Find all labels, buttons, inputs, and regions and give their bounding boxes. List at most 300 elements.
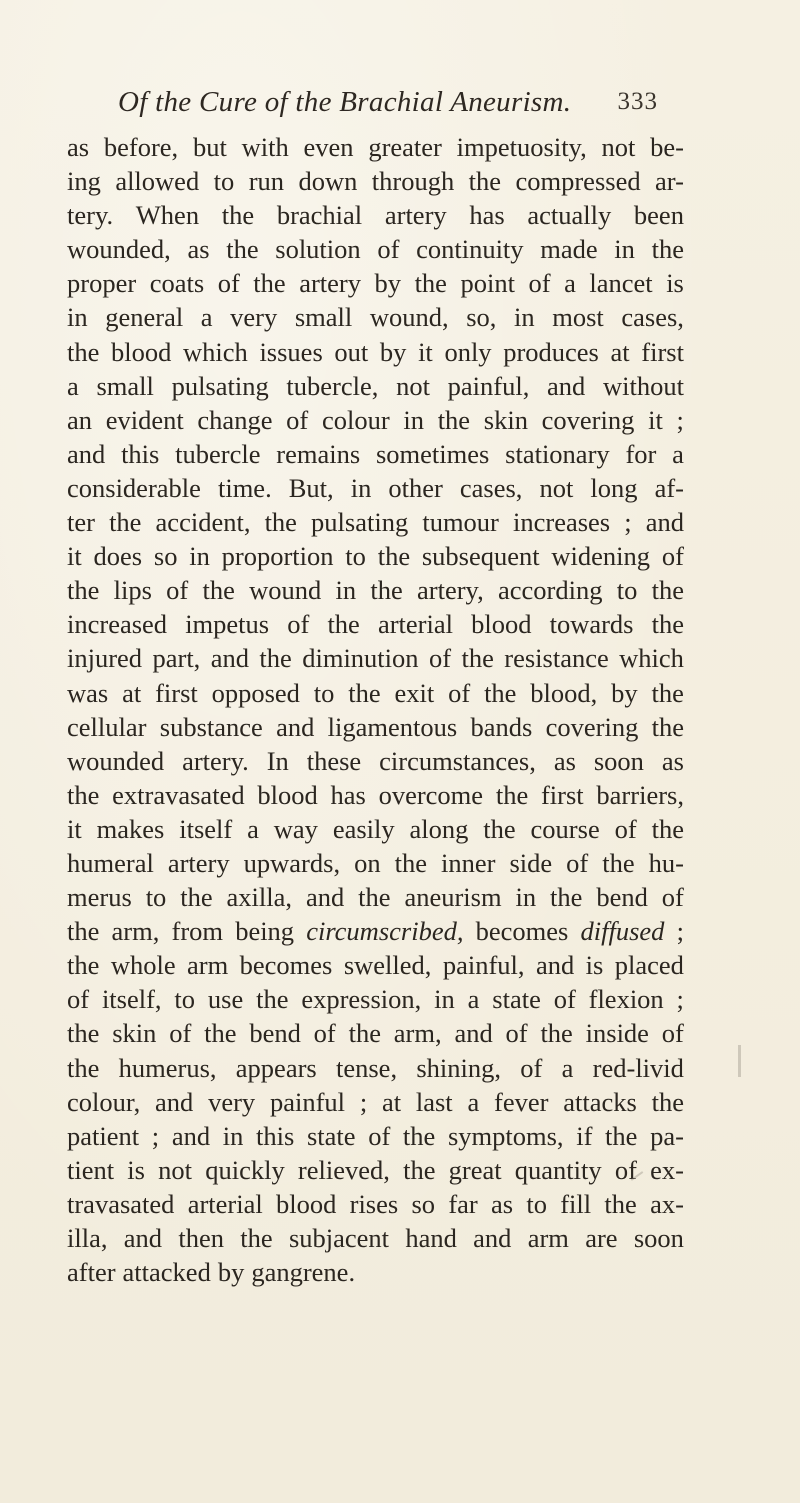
word: injured (67, 643, 143, 674)
word: according (497, 575, 603, 606)
word: covering (541, 404, 635, 435)
text-line (67, 982, 684, 1016)
word: and (454, 1018, 493, 1049)
word: and (276, 711, 315, 742)
word: run (248, 166, 285, 197)
word: blood (257, 779, 318, 810)
word: the (358, 882, 391, 913)
text-line (67, 471, 684, 505)
word: in (67, 302, 88, 333)
word: the (109, 507, 142, 538)
word: for (625, 438, 657, 469)
word: covering (545, 711, 639, 742)
word: attacks (563, 1086, 637, 1117)
word: wound, (369, 302, 449, 333)
word: and (645, 507, 684, 538)
word: the (264, 507, 297, 538)
word: bend (596, 882, 648, 913)
word: impetuosity, (456, 132, 587, 162)
word: axilla, (226, 882, 293, 913)
word: but (192, 132, 227, 162)
word: be- (650, 132, 684, 162)
word: a (672, 438, 684, 469)
word: by (217, 1257, 245, 1288)
word: arm (187, 950, 229, 981)
word: last (415, 1086, 453, 1117)
word: on (354, 847, 381, 878)
word: the (394, 847, 427, 878)
word: compressed (515, 166, 641, 197)
word: makes (96, 813, 165, 844)
word: inside (585, 1018, 649, 1049)
word: artery. (182, 745, 249, 776)
text-line (67, 1221, 684, 1255)
text-line (67, 812, 684, 846)
word: very (208, 1086, 256, 1117)
word: bands (470, 711, 533, 742)
word: time. (217, 472, 272, 503)
word: the (67, 916, 100, 947)
word: part, (152, 643, 201, 674)
word: quantity (514, 1154, 602, 1185)
word: When (135, 200, 200, 231)
word: pulsating (171, 370, 269, 401)
word: ax- (650, 1188, 684, 1219)
text-line (67, 1051, 684, 1085)
text-line (67, 437, 684, 471)
word: not (158, 1154, 193, 1185)
text-line (67, 948, 684, 982)
word: barriers, (596, 779, 684, 810)
word: the (461, 643, 494, 674)
word: this (121, 438, 160, 469)
word: opposed (211, 677, 300, 708)
word: wound (249, 575, 322, 606)
word: blood, (530, 677, 598, 708)
text-line (67, 710, 684, 744)
word: ; (676, 404, 684, 435)
word: aneurism (404, 882, 502, 913)
word: from (171, 916, 224, 947)
word: symptoms, (447, 1120, 564, 1151)
word: produces (503, 336, 599, 367)
word: which (183, 336, 248, 367)
word: painful, (447, 370, 530, 401)
word: the (437, 404, 471, 435)
word: wounded (67, 745, 165, 776)
word: the (483, 813, 516, 844)
word: it (648, 404, 663, 435)
word: way (273, 813, 318, 844)
text-line (67, 266, 684, 300)
word: the (651, 711, 684, 742)
word: the (67, 779, 100, 810)
word: the (221, 200, 255, 231)
word: arm, (111, 916, 160, 947)
word: does (93, 541, 143, 572)
word: painful (269, 1086, 346, 1117)
word: flexion (588, 984, 664, 1015)
word: the (348, 1018, 381, 1049)
word: the (327, 609, 360, 640)
word: whole (110, 950, 176, 981)
word: it (67, 813, 82, 844)
word: ligamentous (327, 711, 458, 742)
text-line (67, 676, 684, 710)
word: of (166, 575, 189, 606)
word: pulsating (311, 507, 409, 538)
word: far (448, 1188, 478, 1219)
word: at (122, 677, 142, 708)
word: blood (111, 336, 172, 367)
word: with (241, 132, 289, 162)
word: the (403, 1154, 436, 1185)
text-line (67, 573, 684, 607)
word: the (67, 575, 100, 606)
word: in (403, 404, 424, 435)
word: circumstances, (379, 745, 536, 776)
word: in (189, 541, 210, 572)
word: if (576, 1120, 593, 1151)
word: and (210, 643, 249, 674)
text-line (67, 164, 684, 198)
word: at (381, 1086, 402, 1117)
word: as (553, 745, 576, 776)
word: and (171, 1120, 211, 1151)
word: made (540, 234, 598, 265)
word: becomes (239, 950, 333, 981)
word: a (561, 1052, 574, 1083)
word: in (515, 882, 537, 913)
word: side (509, 847, 553, 878)
word: evident (105, 404, 184, 435)
word: was (67, 677, 109, 708)
word: is (666, 268, 684, 299)
text-line (67, 505, 684, 539)
text-line (67, 607, 684, 641)
word: out (334, 336, 369, 367)
word: the (550, 882, 583, 913)
word: the (202, 575, 235, 606)
word: issues (259, 336, 323, 367)
word: subjacent (288, 1223, 390, 1253)
word: the (259, 643, 292, 674)
word: are (585, 1223, 618, 1253)
word: of (368, 1120, 391, 1151)
text-line (67, 369, 684, 403)
word: not (396, 370, 430, 401)
word: patient (67, 1120, 140, 1151)
word: ; (151, 1120, 160, 1151)
word: which (619, 643, 684, 674)
word: But, (288, 472, 334, 503)
word: then (178, 1223, 224, 1253)
word: the (605, 1120, 638, 1151)
word: quickly (205, 1154, 285, 1185)
word: of (286, 404, 309, 435)
word: a (467, 984, 480, 1015)
word: painful, (442, 950, 525, 981)
word: has (330, 779, 366, 810)
word: cellular (67, 711, 147, 742)
word: and (547, 370, 586, 401)
word: of (661, 882, 684, 913)
word: sometimes (375, 438, 490, 469)
word: the (414, 268, 447, 299)
word: arm (527, 1223, 569, 1253)
paper-mark (738, 1045, 741, 1077)
word: wounded, (67, 234, 171, 265)
word: overcome (378, 779, 484, 810)
word: state (306, 1120, 356, 1151)
word: brachial (276, 200, 363, 231)
word: colour, (67, 1086, 141, 1117)
word: circumscribed, (306, 916, 464, 947)
word: rises (349, 1188, 399, 1219)
word: has (469, 200, 505, 231)
word: as (187, 234, 210, 265)
word: red-livid (592, 1052, 684, 1083)
word: the (540, 1018, 573, 1049)
word: travasated (67, 1188, 175, 1219)
word: the (402, 1120, 436, 1151)
text-line (67, 1016, 684, 1050)
word: the (67, 1018, 100, 1049)
word: course (530, 813, 600, 844)
word: lancet (589, 268, 653, 299)
word: appears (235, 1052, 317, 1083)
word: a (467, 1086, 480, 1117)
word: the (495, 779, 529, 810)
word: the (348, 677, 381, 708)
page-number: 333 (617, 88, 658, 115)
word: in (514, 302, 535, 333)
word: arterial (377, 609, 453, 640)
word: tery. (67, 200, 114, 231)
word: other (388, 472, 443, 503)
word: of (217, 268, 240, 299)
word: a (200, 302, 213, 333)
word: the (67, 950, 100, 981)
word: merus (67, 882, 132, 913)
word: even (303, 132, 354, 162)
text-line (67, 914, 684, 948)
word: in (614, 234, 635, 265)
word: stationary (505, 438, 610, 469)
word: small (294, 302, 353, 333)
text-line (67, 880, 684, 914)
word: small (96, 370, 154, 401)
word: so (153, 541, 178, 572)
word: diffused (580, 916, 665, 947)
body-text (67, 130, 684, 1289)
word: point (460, 268, 515, 299)
word: tient (67, 1154, 115, 1185)
word: first (641, 336, 684, 367)
word: the (240, 1223, 273, 1253)
word: attacked (122, 1257, 211, 1288)
word: itself, (101, 984, 162, 1015)
word: the (604, 1188, 637, 1219)
word: the (377, 541, 411, 572)
word: without (602, 370, 684, 401)
word: and (123, 1223, 163, 1253)
word: of (377, 234, 400, 265)
word: of (67, 984, 90, 1015)
word: of (661, 541, 684, 572)
word: greater (368, 132, 442, 162)
word: the (468, 166, 502, 197)
word: change (197, 404, 273, 435)
text-line (67, 846, 684, 880)
word: after (67, 1257, 116, 1288)
word: humerus, (118, 1052, 217, 1083)
word: of (169, 1018, 192, 1049)
word: skin (483, 404, 528, 435)
word: upwards, (243, 847, 341, 878)
word: inner (441, 847, 496, 878)
text-line (67, 539, 684, 573)
word: and (473, 1223, 512, 1253)
word: gangrene. (251, 1257, 356, 1288)
word: of (428, 643, 452, 674)
text-line (67, 1119, 684, 1153)
word: the (651, 677, 684, 708)
word: the (226, 234, 259, 265)
word: to (313, 677, 335, 708)
word: solution (275, 234, 361, 265)
word: it (67, 541, 82, 572)
word: soon (633, 1223, 684, 1253)
word: this (256, 1120, 295, 1151)
text-line (67, 744, 684, 778)
word: cases, (459, 472, 523, 503)
word: humeral (67, 847, 154, 878)
word: a (564, 268, 576, 299)
word: of (520, 1052, 543, 1083)
word: at (610, 336, 630, 367)
word: of (448, 677, 471, 708)
word: to (174, 984, 196, 1015)
word: the (651, 234, 684, 265)
text-line (67, 300, 684, 334)
word: long (590, 472, 638, 503)
word: artery (299, 268, 361, 299)
word: the (180, 882, 213, 913)
word: arm, (393, 1018, 442, 1049)
word: considerable (67, 472, 201, 503)
word: proper (67, 268, 137, 299)
word: use (207, 984, 244, 1015)
word: pa- (650, 1120, 684, 1151)
word: as (67, 132, 90, 162)
word: allowed (115, 166, 200, 197)
word: and (535, 950, 575, 981)
word: not (601, 132, 636, 162)
word: towards (549, 609, 634, 640)
word: the (67, 1052, 100, 1083)
word: of (505, 1018, 528, 1049)
word: by (611, 677, 638, 708)
text-line (67, 335, 684, 369)
word: ing (67, 166, 101, 197)
word: general (105, 302, 184, 333)
word: great (448, 1154, 502, 1185)
word: tubercle, (286, 370, 379, 401)
word: coats (149, 268, 205, 299)
word: increases (513, 507, 611, 538)
word: hand (405, 1223, 457, 1253)
word: of (287, 609, 310, 640)
word: as (491, 1188, 514, 1219)
word: illa, (67, 1223, 108, 1253)
word: and (155, 1086, 194, 1117)
word: fever (494, 1086, 549, 1117)
word: the (67, 336, 100, 367)
word: increased (67, 609, 168, 640)
word: ar- (655, 166, 684, 197)
word: by (374, 268, 402, 299)
word: hu- (648, 847, 684, 878)
word: of (661, 1018, 684, 1049)
word: itself (179, 813, 233, 844)
word: artery (384, 200, 447, 231)
word: the (602, 847, 635, 878)
word: most (552, 302, 604, 333)
word: before, (103, 132, 179, 162)
word: the (651, 813, 684, 844)
word: to (145, 882, 167, 913)
word: tumour (422, 507, 499, 538)
word: down (298, 166, 358, 197)
word: not (539, 472, 574, 503)
word: the (484, 677, 517, 708)
word: is (585, 950, 604, 981)
word: the (370, 575, 403, 606)
word: tubercle (175, 438, 261, 469)
word: colour (321, 404, 390, 435)
word: as (661, 745, 684, 776)
word: impetus (185, 609, 270, 640)
word: ; (676, 916, 684, 947)
word: the (651, 1086, 684, 1117)
word: state (492, 984, 541, 1015)
text-line (67, 130, 684, 164)
word: tense, (336, 1052, 398, 1083)
word: by (379, 336, 407, 367)
text-line (67, 1187, 684, 1221)
word: along (409, 813, 469, 844)
word: continuity (416, 234, 524, 265)
running-head (118, 86, 658, 126)
word: a (247, 813, 259, 844)
word: ter (67, 507, 95, 538)
word: to (213, 166, 235, 197)
word: of (528, 268, 551, 299)
word: artery, (417, 575, 484, 606)
word: cases, (621, 302, 684, 333)
word: skin (112, 1018, 157, 1049)
word: in (350, 472, 372, 503)
word: a (67, 370, 79, 401)
word: an (67, 404, 93, 435)
word: to (526, 1188, 547, 1219)
word: resistance (504, 643, 609, 674)
word: and (67, 438, 106, 469)
word: expression, (301, 984, 422, 1015)
word: ; (624, 507, 632, 538)
text-line (67, 778, 684, 812)
